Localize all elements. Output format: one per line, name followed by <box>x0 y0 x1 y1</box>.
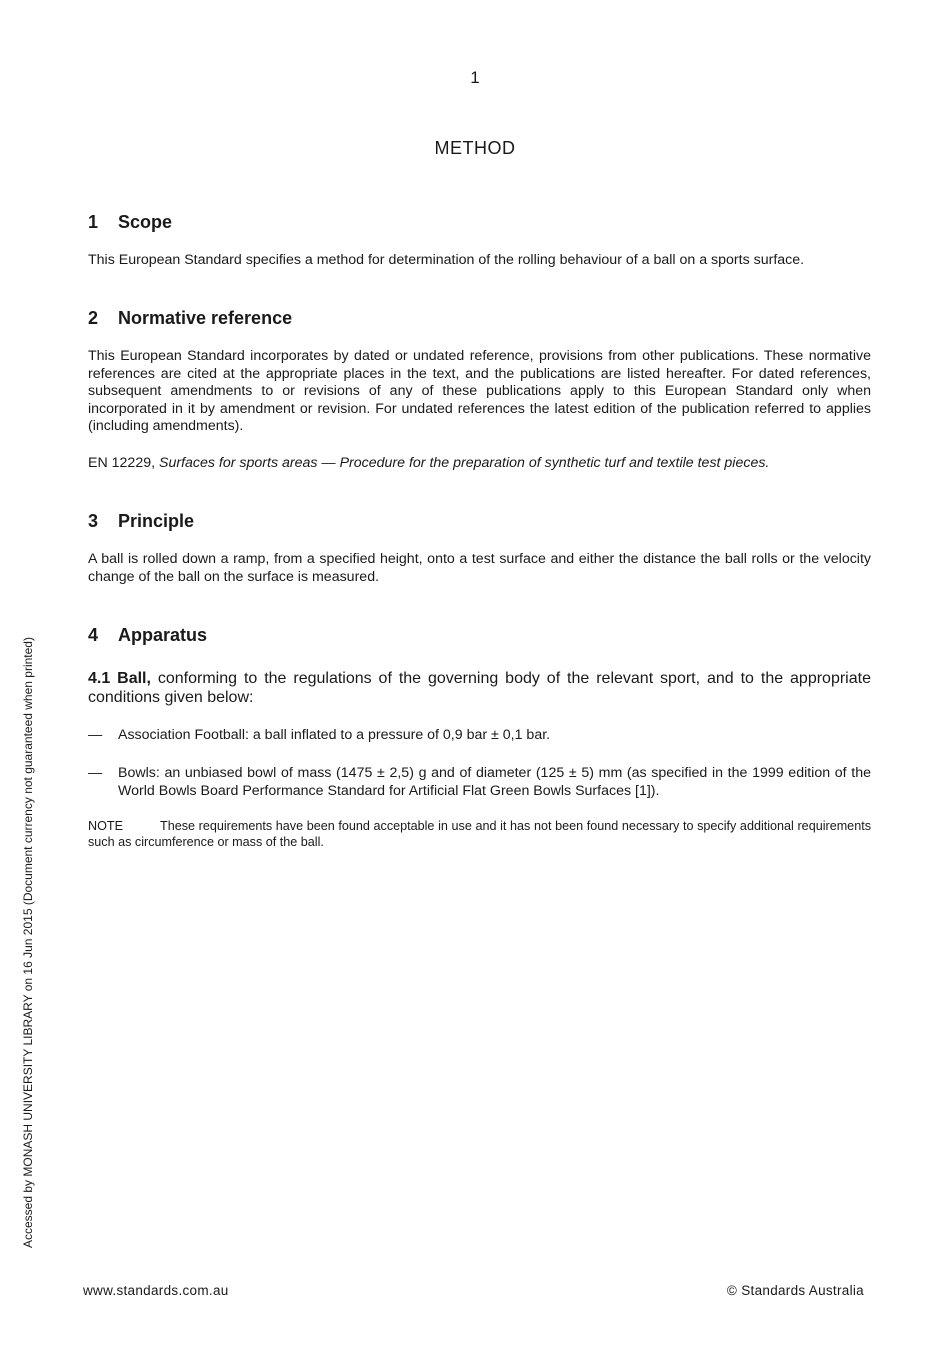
section-number: 1 <box>88 212 99 232</box>
dash-bullet: — <box>88 727 103 743</box>
section-heading-apparatus <box>88 625 207 646</box>
normative-reference-entry <box>88 455 871 473</box>
section-heading-scope <box>88 212 172 233</box>
normative-reference-paragraph: This European Standard incorporates by dated or undated reference, provisions from other publications. These normative references are cited at the appropriate places in the text, and the publications are listed hereafter. For dated references, subsequent amendments to or revisions of any of these publications apply to this European Standard only when incorporated in it by amendment or revision. For undated references the latest edition of the publication referred to applies (including amendments). <box>88 348 871 435</box>
footer-website: www.standards.com.au <box>83 1283 229 1298</box>
section-title: Normative reference <box>118 308 293 328</box>
section-number: 4 <box>88 625 99 645</box>
list-item <box>88 765 871 801</box>
section-heading-normative-reference <box>88 308 292 329</box>
reference-code: EN 12229, <box>88 455 156 471</box>
footer-copyright: © Standards Australia <box>726 1283 864 1298</box>
section-title: Scope <box>118 212 173 232</box>
dash-bullet: — <box>88 765 103 781</box>
note-text: These requirements have been found acceptable in use and it has not been found necessary to specify additional requirements such as circumference or mass of the ball. <box>88 819 871 849</box>
note-label: NOTE <box>88 819 123 833</box>
note <box>88 818 871 850</box>
subclause-ball <box>88 669 871 707</box>
list-item <box>88 727 871 745</box>
section-title: Apparatus <box>118 625 208 645</box>
section-heading-principle <box>88 511 194 532</box>
list-item-text: Association Football: a ball inflated to a pressure of 0,9 bar ± 0,1 bar. <box>118 727 551 743</box>
section-number: 2 <box>88 308 99 328</box>
list-item-text: Bowls: an unbiased bowl of mass (1475 ± 2,5) g and of diameter (125 ± 5) mm (as specified in the 1999 edition of the World Bowls Board Performance Standard for Artificial Flat Green Bowls Surfaces [1]). <box>118 765 871 799</box>
document-title: METHOD <box>434 138 516 158</box>
principle-paragraph: A ball is rolled down a ramp, from a specified height, onto a test surface and either the distance the ball rolls or the velocity change of the ball on the surface is measured. <box>88 551 871 585</box>
page-number: 1 <box>470 68 480 87</box>
section-number: 3 <box>88 511 99 531</box>
access-watermark: Accessed by MONASH UNIVERSITY LIBRARY on 16 Jun 2015 (Document currency not guaranteed when printed) <box>21 637 35 1248</box>
subclause-label: 4.1 Ball, <box>88 670 151 687</box>
scope-paragraph: This European Standard specifies a method for determination of the rolling behaviour of a ball on a sports surface. <box>88 252 805 268</box>
subclause-text: conforming to the regulations of the governing body of the relevant sport, and to the appropriate conditions given below: <box>88 670 871 706</box>
reference-title: Surfaces for sports areas — Procedure for the preparation of synthetic turf and textile test pieces. <box>159 455 770 471</box>
section-title: Principle <box>118 511 195 531</box>
